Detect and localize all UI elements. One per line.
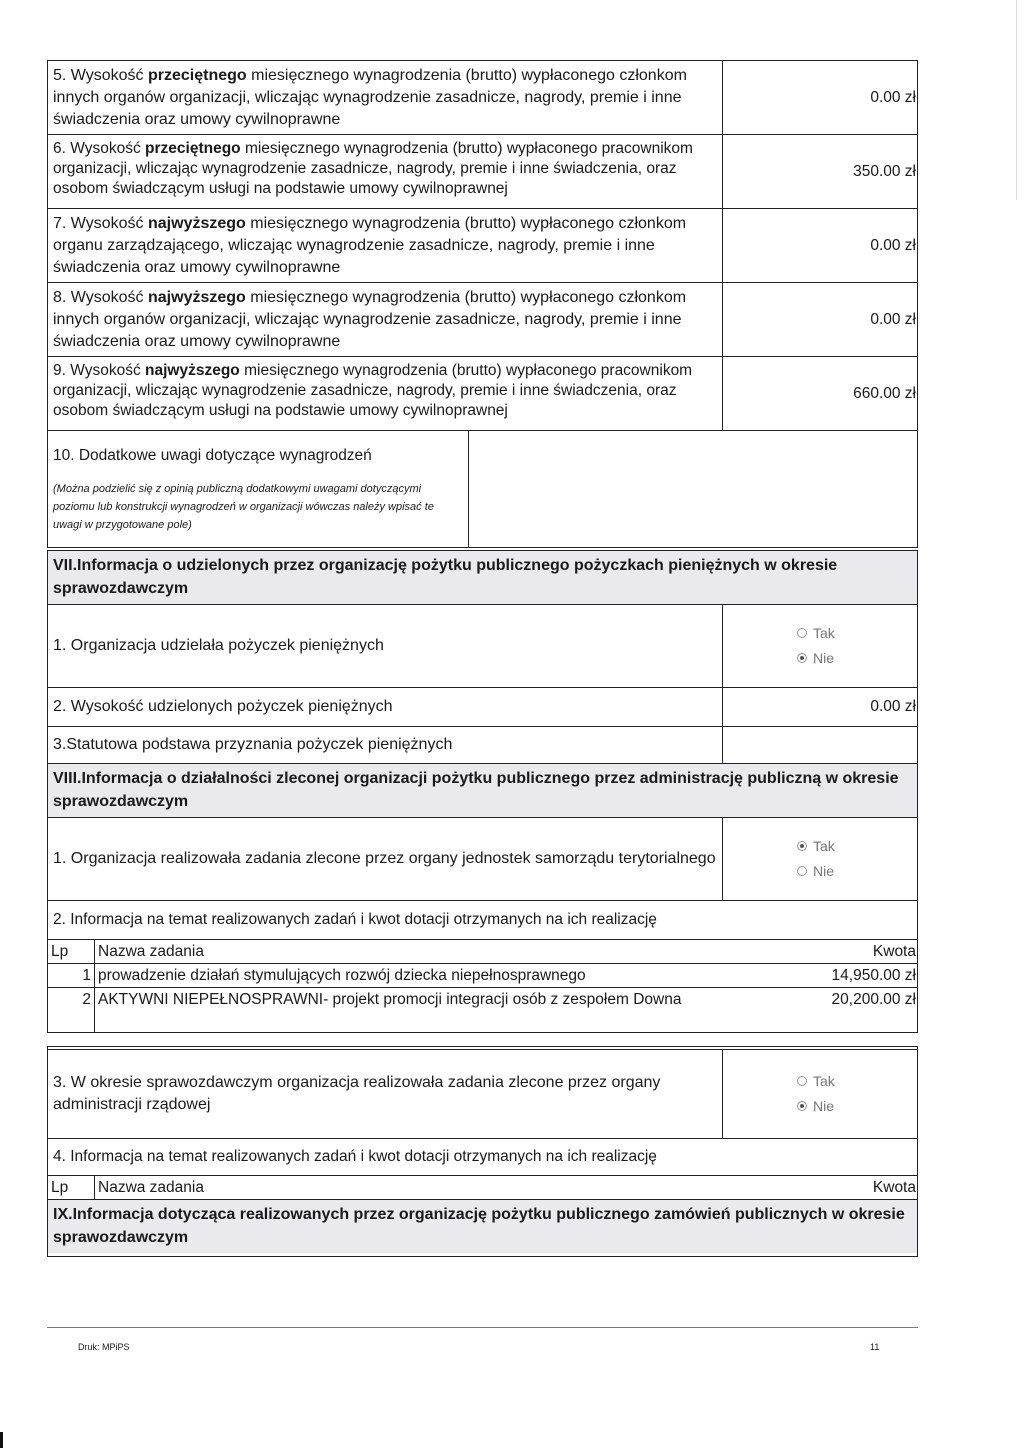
q10-note: (Można podzielić się z opinią publiczną dodatkowymi uwagami dotyczącymi poziomu lub konstrukcji wynagrodzeń w organizacji wówczas należy wpisać te uwagi w przygotowane pole) [53,483,434,531]
section-vii [47,550,918,1033]
section-viii-header-row [48,764,917,818]
s8-q3-option-yes[interactable]: Tak [797,1069,917,1094]
s8-q3-radio-group [723,1050,917,1138]
col-name: Nazwa zadania [98,1179,204,1196]
task-name: prowadzenie działań stymulujących rozwój dziecka niepełnosprawnego [98,967,586,984]
q5-row [48,61,917,135]
s7-q2-row [48,688,917,727]
s7-q1-option-no[interactable]: Nie [797,646,917,671]
col-amount: Kwota [872,943,916,960]
q7-label: 7. Wysokość najwyższego miesięcznego wynagrodzenia (brutto) wypłaconego członkom organu zarządzającego, wliczając wynagrodzenie zasadnicze, nagrody, premie i inne świadczenia oraz umowy cywilnoprawne [48,209,723,282]
scan-edge [1016,0,1017,200]
col-lp: Lp [48,1176,95,1199]
q10-input[interactable] [469,431,917,547]
s7-q2-label: 2. Wysokość udzielonych pożyczek pieniężnych [48,688,723,726]
q6-label: 6. Wysokość przeciętnego miesięcznego wynagrodzenia (brutto) wypłaconego pracownikom organizacji, wliczając wynagrodzenie zasadnicze, nagrody, premie i inne świadczenia, oraz osobom świadczącym usługi na podstawie umowy cywilnoprawnej [48,135,723,208]
s8-q4-table-header [48,1176,917,1200]
task-amount: 14,950.00 zł [831,967,916,984]
s8-q4-label: 4. Informacja na temat realizowanych zadań i kwot dotacji otrzymanych na ich realizację [53,1148,657,1165]
section-ix-header-row [48,1200,917,1257]
radio-icon [797,628,807,638]
form-page [47,60,918,1257]
q9-value: 660.00 zł [853,384,916,402]
q10-label: 10. Dodatkowe uwagi dotyczące wynagrodzeń [53,447,372,464]
footer-divider [47,1327,918,1328]
col-name: Nazwa zadania [98,943,204,960]
section-viii-header: VIII.Informacja o działalności zleconej organizacji pożytku publicznego przez administrację publiczną w okresie sprawozdawczym [48,764,917,817]
radio-selected-icon [797,1101,807,1111]
s7-q3-input[interactable] [723,727,917,763]
col-amount: Kwota [872,1179,916,1196]
s8-q1-label: 1. Organizacja realizowała zadania zlecone przez organy jednostek samorządu terytorialnego [48,818,723,900]
q7-value: 0.00 zł [870,236,916,254]
q10-label-cell [48,431,469,547]
section-ix-header: IX.Informacja dotycząca realizowanych przez organizację pożytku publicznego zamówień publicznych w okresie sprawozdawczym [48,1200,917,1253]
q8-row [48,283,917,357]
scan-mark [0,1432,3,1448]
s8-q1-option-no[interactable]: Nie [797,859,917,884]
s7-q2-value: 0.00 zł [870,698,916,715]
q8-label: 8. Wysokość najwyższego miesięcznego wynagrodzenia (brutto) wypłaconego członkom innych organów organizacji, wliczając wynagrodzenie zasadnicze, nagrody, premie i inne świadczenia oraz umowy cywilnoprawne [48,283,723,356]
q8-value: 0.00 zł [870,310,916,328]
radio-icon [797,1076,807,1086]
salary-section [47,60,918,431]
q5-label: 5. Wysokość przeciętnego miesięcznego wynagrodzenia (brutto) wypłaconego członkom innych organów organizacji, wliczając wynagrodzenie zasadnicze, nagrody, premie i inne świadczenia oraz umowy cywilnoprawne [48,61,723,134]
s8-gov-block [47,1046,918,1257]
s7-q1-label: 1. Organizacja udzielała pożyczek pieniężnych [48,605,723,687]
s8-table-header [48,940,917,964]
q9-row [48,357,917,431]
s8-q2-label: 2. Informacja na temat realizowanych zadań i kwot dotacji otrzymanych na ich realizację [53,911,657,928]
q6-value: 350.00 zł [853,162,916,180]
radio-icon [797,866,807,876]
s7-q1-option-yes[interactable]: Tak [797,621,917,646]
s8-q3-option-no[interactable]: Nie [797,1094,917,1119]
table-row [48,964,917,988]
task-name: AKTYWNI NIEPEŁNOSPRAWNI- projekt promocji integracji osób z zespołem Downa [98,991,682,1008]
s7-q1-row [48,605,917,688]
radio-selected-icon [797,653,807,663]
task-amount: 20,200.00 zł [831,991,916,1008]
q10-row [47,431,918,548]
q7-row [48,209,917,283]
s7-q1-radio-group [723,605,917,687]
s8-q1-radio-group [723,818,917,900]
s7-q3-row [48,727,917,764]
s8-q2-row [48,901,917,940]
task-lp: 1 [48,964,95,987]
table-row [48,988,917,1032]
q6-row [48,135,917,209]
col-lp: Lp [48,940,95,963]
section-vii-header-row [48,550,917,605]
s8-q4-row [48,1139,917,1176]
footer-print-label: Druk: MPiPS [78,1342,130,1352]
s8-q3-row [48,1049,917,1139]
q9-label: 9. Wysokość najwyższego miesięcznego wynagrodzenia (brutto) wypłaconego pracownikom organizacji, wliczając wynagrodzenie zasadnicze, nagrody, premie i inne świadczenia, oraz osobom świadczącym usługi na podstawie umowy cywilnoprawnej [48,357,723,430]
page-number: 11 [870,1342,880,1352]
s7-q3-label: 3.Statutowa podstawa przyznania pożyczek pieniężnych [48,727,723,763]
q5-value: 0.00 zł [870,88,916,106]
s8-q1-option-yes[interactable]: Tak [797,834,917,859]
s8-q3-label: 3. W okresie sprawozdawczym organizacja realizowała zadania zlecone przez organy administracji rządowej [48,1050,723,1138]
section-vii-header: VII.Informacja o udzielonych przez organizację pożytku publicznego pożyczkach pieniężnych w okresie sprawozdawczym [48,551,917,604]
task-lp: 2 [48,988,95,1032]
s8-q1-row [48,818,917,901]
radio-selected-icon [797,841,807,851]
